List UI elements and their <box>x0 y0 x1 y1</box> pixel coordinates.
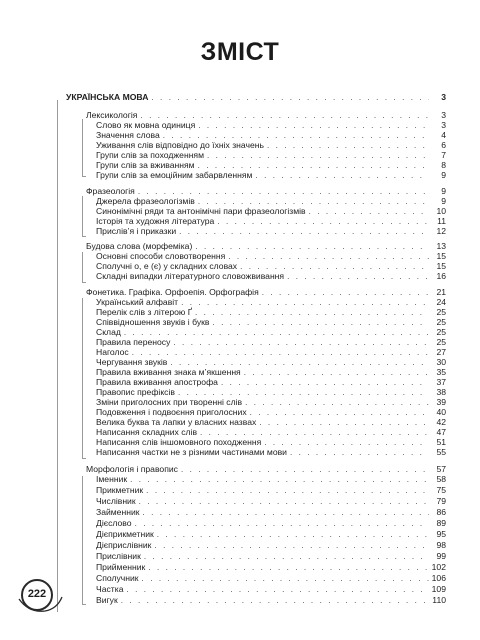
toc-page-number: 10 <box>436 206 446 216</box>
toc-page-number: 109 <box>431 584 446 594</box>
toc-label: Правила вживання апострофа <box>96 377 218 387</box>
toc-entry[interactable] <box>96 529 446 539</box>
toc-label: Перелік слів з літерою Ґ <box>96 307 192 317</box>
toc-entry[interactable] <box>96 357 446 367</box>
toc-page-number: 86 <box>436 507 446 517</box>
toc-label: Частка <box>96 584 124 594</box>
toc-entry[interactable] <box>96 327 446 337</box>
toc-page-number: 15 <box>436 261 446 271</box>
toc-page-number: 13 <box>436 241 446 251</box>
toc-leader-dots <box>126 585 428 595</box>
toc-label: УКРАЇНСЬКА МОВА <box>66 92 149 102</box>
toc-label: Зміни приголосних при творенні слів <box>96 397 243 407</box>
toc-leader-dots <box>139 497 429 507</box>
toc-entry[interactable] <box>96 496 446 506</box>
toc-leader-dots <box>135 519 429 529</box>
toc-label: Прислівник <box>96 551 141 561</box>
toc-label: Слово як мовна одиниця <box>96 120 196 130</box>
toc-page-number: 15 <box>436 251 446 261</box>
toc-entry-phonetics[interactable] <box>86 287 446 297</box>
toc-entry[interactable] <box>96 377 446 387</box>
toc-page-number: 9 <box>441 196 446 206</box>
toc-label: Правила переносу <box>96 337 171 347</box>
toc-entry[interactable] <box>96 551 446 561</box>
toc-entry-morphology[interactable] <box>86 464 446 474</box>
toc-page-number: 95 <box>436 529 446 539</box>
toc-label: Склад <box>96 327 121 337</box>
toc-entry-lexicology[interactable] <box>86 110 446 120</box>
toc-entry[interactable] <box>96 130 446 140</box>
toc-label: Фонетика. Графіка. Орфоепія. Орфографія <box>86 287 259 297</box>
toc-leader-dots <box>143 508 429 518</box>
page-title: ЗМІСТ <box>200 38 280 66</box>
toc-label: Уживання слів відповідно до їхніх значень <box>96 140 264 150</box>
toc-page-number: 8 <box>441 160 446 170</box>
toc-entry[interactable] <box>96 407 446 417</box>
toc-label: Чергування звуків <box>96 357 168 367</box>
toc-label: Фразеологія <box>86 186 135 196</box>
toc-page-number: 24 <box>436 297 446 307</box>
toc-leader-dots <box>148 563 428 573</box>
toc-entry[interactable] <box>96 437 446 447</box>
toc-page-number: 37 <box>436 377 446 387</box>
toc-page-number: 99 <box>436 551 446 561</box>
toc-page-number: 3 <box>441 110 446 120</box>
toc-entry[interactable] <box>96 584 446 594</box>
toc-label: Лексикологія <box>86 110 138 120</box>
toc-label: Основні способи словотворення <box>96 251 226 261</box>
toc-entry[interactable] <box>96 595 446 605</box>
toc-entry[interactable] <box>96 206 446 216</box>
toc-label: Числівник <box>96 496 136 506</box>
toc-label: Прикметник <box>96 485 144 495</box>
page-number-badge <box>17 577 63 613</box>
toc-label: Написання складних слів <box>96 427 198 437</box>
toc-page-number: 55 <box>436 447 446 457</box>
toc-page-number: 21 <box>436 287 446 297</box>
toc-entry[interactable] <box>96 170 446 180</box>
toc-entry[interactable] <box>96 447 446 457</box>
toc-label: Іменник <box>96 474 128 484</box>
toc-entry[interactable] <box>96 540 446 550</box>
toc-leader-dots <box>287 272 429 282</box>
toc-page-number: 75 <box>436 485 446 495</box>
toc-page-number: 58 <box>436 474 446 484</box>
toc-page-number: 25 <box>436 317 446 327</box>
toc-page-number: 12 <box>436 226 446 236</box>
toc-leader-dots <box>154 541 429 551</box>
toc-label: Правила вживання знака м’якшення <box>96 367 241 377</box>
toc-entry-ukrainian-language[interactable] <box>66 92 446 102</box>
toc-label: Співвідношення звуків і букв <box>96 317 210 327</box>
toc-page-number: 6 <box>441 140 446 150</box>
toc-leader-dots <box>290 448 429 458</box>
toc-page-number: 3 <box>441 120 446 130</box>
toc-leader-dots <box>151 93 429 103</box>
toc-label: Написання частки не з різними частинами мови <box>96 447 287 457</box>
toc-label: Прийменник <box>96 562 146 572</box>
toc-label: Групи слів за вживанням <box>96 160 195 170</box>
toc-label: Морфологія і правопис <box>86 464 178 474</box>
toc-entry[interactable] <box>96 397 446 407</box>
toc-entry[interactable] <box>96 387 446 397</box>
toc-page-number: 16 <box>436 271 446 281</box>
toc-entry[interactable] <box>96 150 446 160</box>
toc-entry[interactable] <box>96 507 446 517</box>
toc-leader-dots <box>121 596 429 606</box>
toc-page-number: 4 <box>441 130 446 140</box>
toc-page-number: 42 <box>436 417 446 427</box>
toc-label: Прислів’я і приказки <box>96 226 177 236</box>
toc-page-number: 7 <box>441 150 446 160</box>
toc-leader-dots <box>157 530 429 540</box>
toc-entry[interactable] <box>96 485 446 495</box>
toc-entry-morphemics[interactable] <box>86 241 446 251</box>
toc-entry[interactable] <box>96 573 446 583</box>
toc-page-number: 39 <box>436 397 446 407</box>
toc-entry[interactable] <box>96 226 446 236</box>
toc-entry[interactable] <box>96 297 446 307</box>
toc-entry[interactable] <box>96 367 446 377</box>
toc-page-number: 38 <box>436 387 446 397</box>
toc-label: Значення слова <box>96 130 160 140</box>
toc-leader-dots <box>179 227 429 237</box>
toc-entry[interactable] <box>96 271 446 281</box>
toc-page-number: 9 <box>441 186 446 196</box>
toc-page-number: 98 <box>436 540 446 550</box>
toc-entry[interactable] <box>96 160 446 170</box>
toc-page-number: 11 <box>437 216 446 226</box>
toc-leader-dots <box>130 475 429 485</box>
toc-label: Складні випадки літературного словожвивання <box>96 271 285 281</box>
toc-entry[interactable] <box>96 417 446 427</box>
toc-label: Сполучні о, е (є) у складних словах <box>96 261 238 271</box>
toc-leader-dots <box>142 574 429 584</box>
toc-label: Написання слів іншомовного походження <box>96 437 262 447</box>
toc-page-number: 3 <box>441 92 446 102</box>
toc-label: Дієприкметник <box>96 529 154 539</box>
toc-label: Подовження і подвоєння приголосних <box>96 407 247 417</box>
toc-page-number: 110 <box>432 595 446 605</box>
toc-label: Групи слів за емоційним забарвленням <box>96 170 253 180</box>
toc-entry[interactable] <box>96 474 446 484</box>
toc-leader-dots <box>144 552 429 562</box>
toc-label: Український алфавіт <box>96 297 179 307</box>
toc-page-number: 35 <box>436 367 446 377</box>
toc-entry[interactable] <box>96 347 446 357</box>
toc-entry[interactable] <box>96 251 446 261</box>
toc-entry[interactable] <box>96 307 446 317</box>
toc-entry[interactable] <box>96 427 446 437</box>
toc-entry[interactable] <box>96 120 446 130</box>
toc-entry[interactable] <box>96 562 446 572</box>
toc-page-number: 106 <box>431 573 446 583</box>
toc-entry[interactable] <box>96 317 446 327</box>
toc-page-number: 57 <box>436 464 446 474</box>
toc-page-number: 27 <box>436 347 446 357</box>
toc-label: Будова слова (морфеміка) <box>86 241 193 251</box>
toc-entry-phraseology[interactable] <box>86 186 446 196</box>
toc-leader-dots <box>146 486 429 496</box>
toc-page-number: 102 <box>431 562 446 572</box>
toc-label: Синонімічні ряди та антонімічні пари фразеологізмів <box>96 206 306 216</box>
toc-entry[interactable] <box>96 518 446 528</box>
toc-page-number: 89 <box>436 518 446 528</box>
toc-page-number: 25 <box>436 307 446 317</box>
toc-page-number: 47 <box>436 427 446 437</box>
toc-label: Групи слів за походженням <box>96 150 204 160</box>
toc-page-number: 79 <box>436 496 446 506</box>
toc-leader-dots <box>255 171 429 181</box>
toc-page-number: 25 <box>436 327 446 337</box>
toc-label: Дієслово <box>96 518 132 528</box>
toc-label: Сполучник <box>96 573 139 583</box>
toc-label: Займенник <box>96 507 140 517</box>
toc-entry[interactable] <box>96 337 446 347</box>
toc-entry[interactable] <box>96 216 446 226</box>
toc-label: Правопис префіксів <box>96 387 175 397</box>
toc-label: Історія та художня література <box>96 216 215 226</box>
toc-page-number: 9 <box>441 170 446 180</box>
toc-label: Дієприслівник <box>96 540 152 550</box>
toc-page-number: 51 <box>436 437 446 447</box>
toc-page-number: 30 <box>436 357 446 367</box>
page-number: 222 <box>27 588 47 600</box>
toc-label: Джерела фразеологізмів <box>96 196 195 206</box>
toc-page-number: 40 <box>436 407 446 417</box>
toc-label: Велика буква та лапки у власних назвах <box>96 417 257 427</box>
toc-label: Наголос <box>96 347 129 357</box>
toc-entry[interactable] <box>96 140 446 150</box>
toc-label: Вигук <box>96 595 118 605</box>
toc-entry[interactable] <box>96 196 446 206</box>
toc-page-number: 25 <box>436 337 446 347</box>
toc-entry[interactable] <box>96 261 446 271</box>
